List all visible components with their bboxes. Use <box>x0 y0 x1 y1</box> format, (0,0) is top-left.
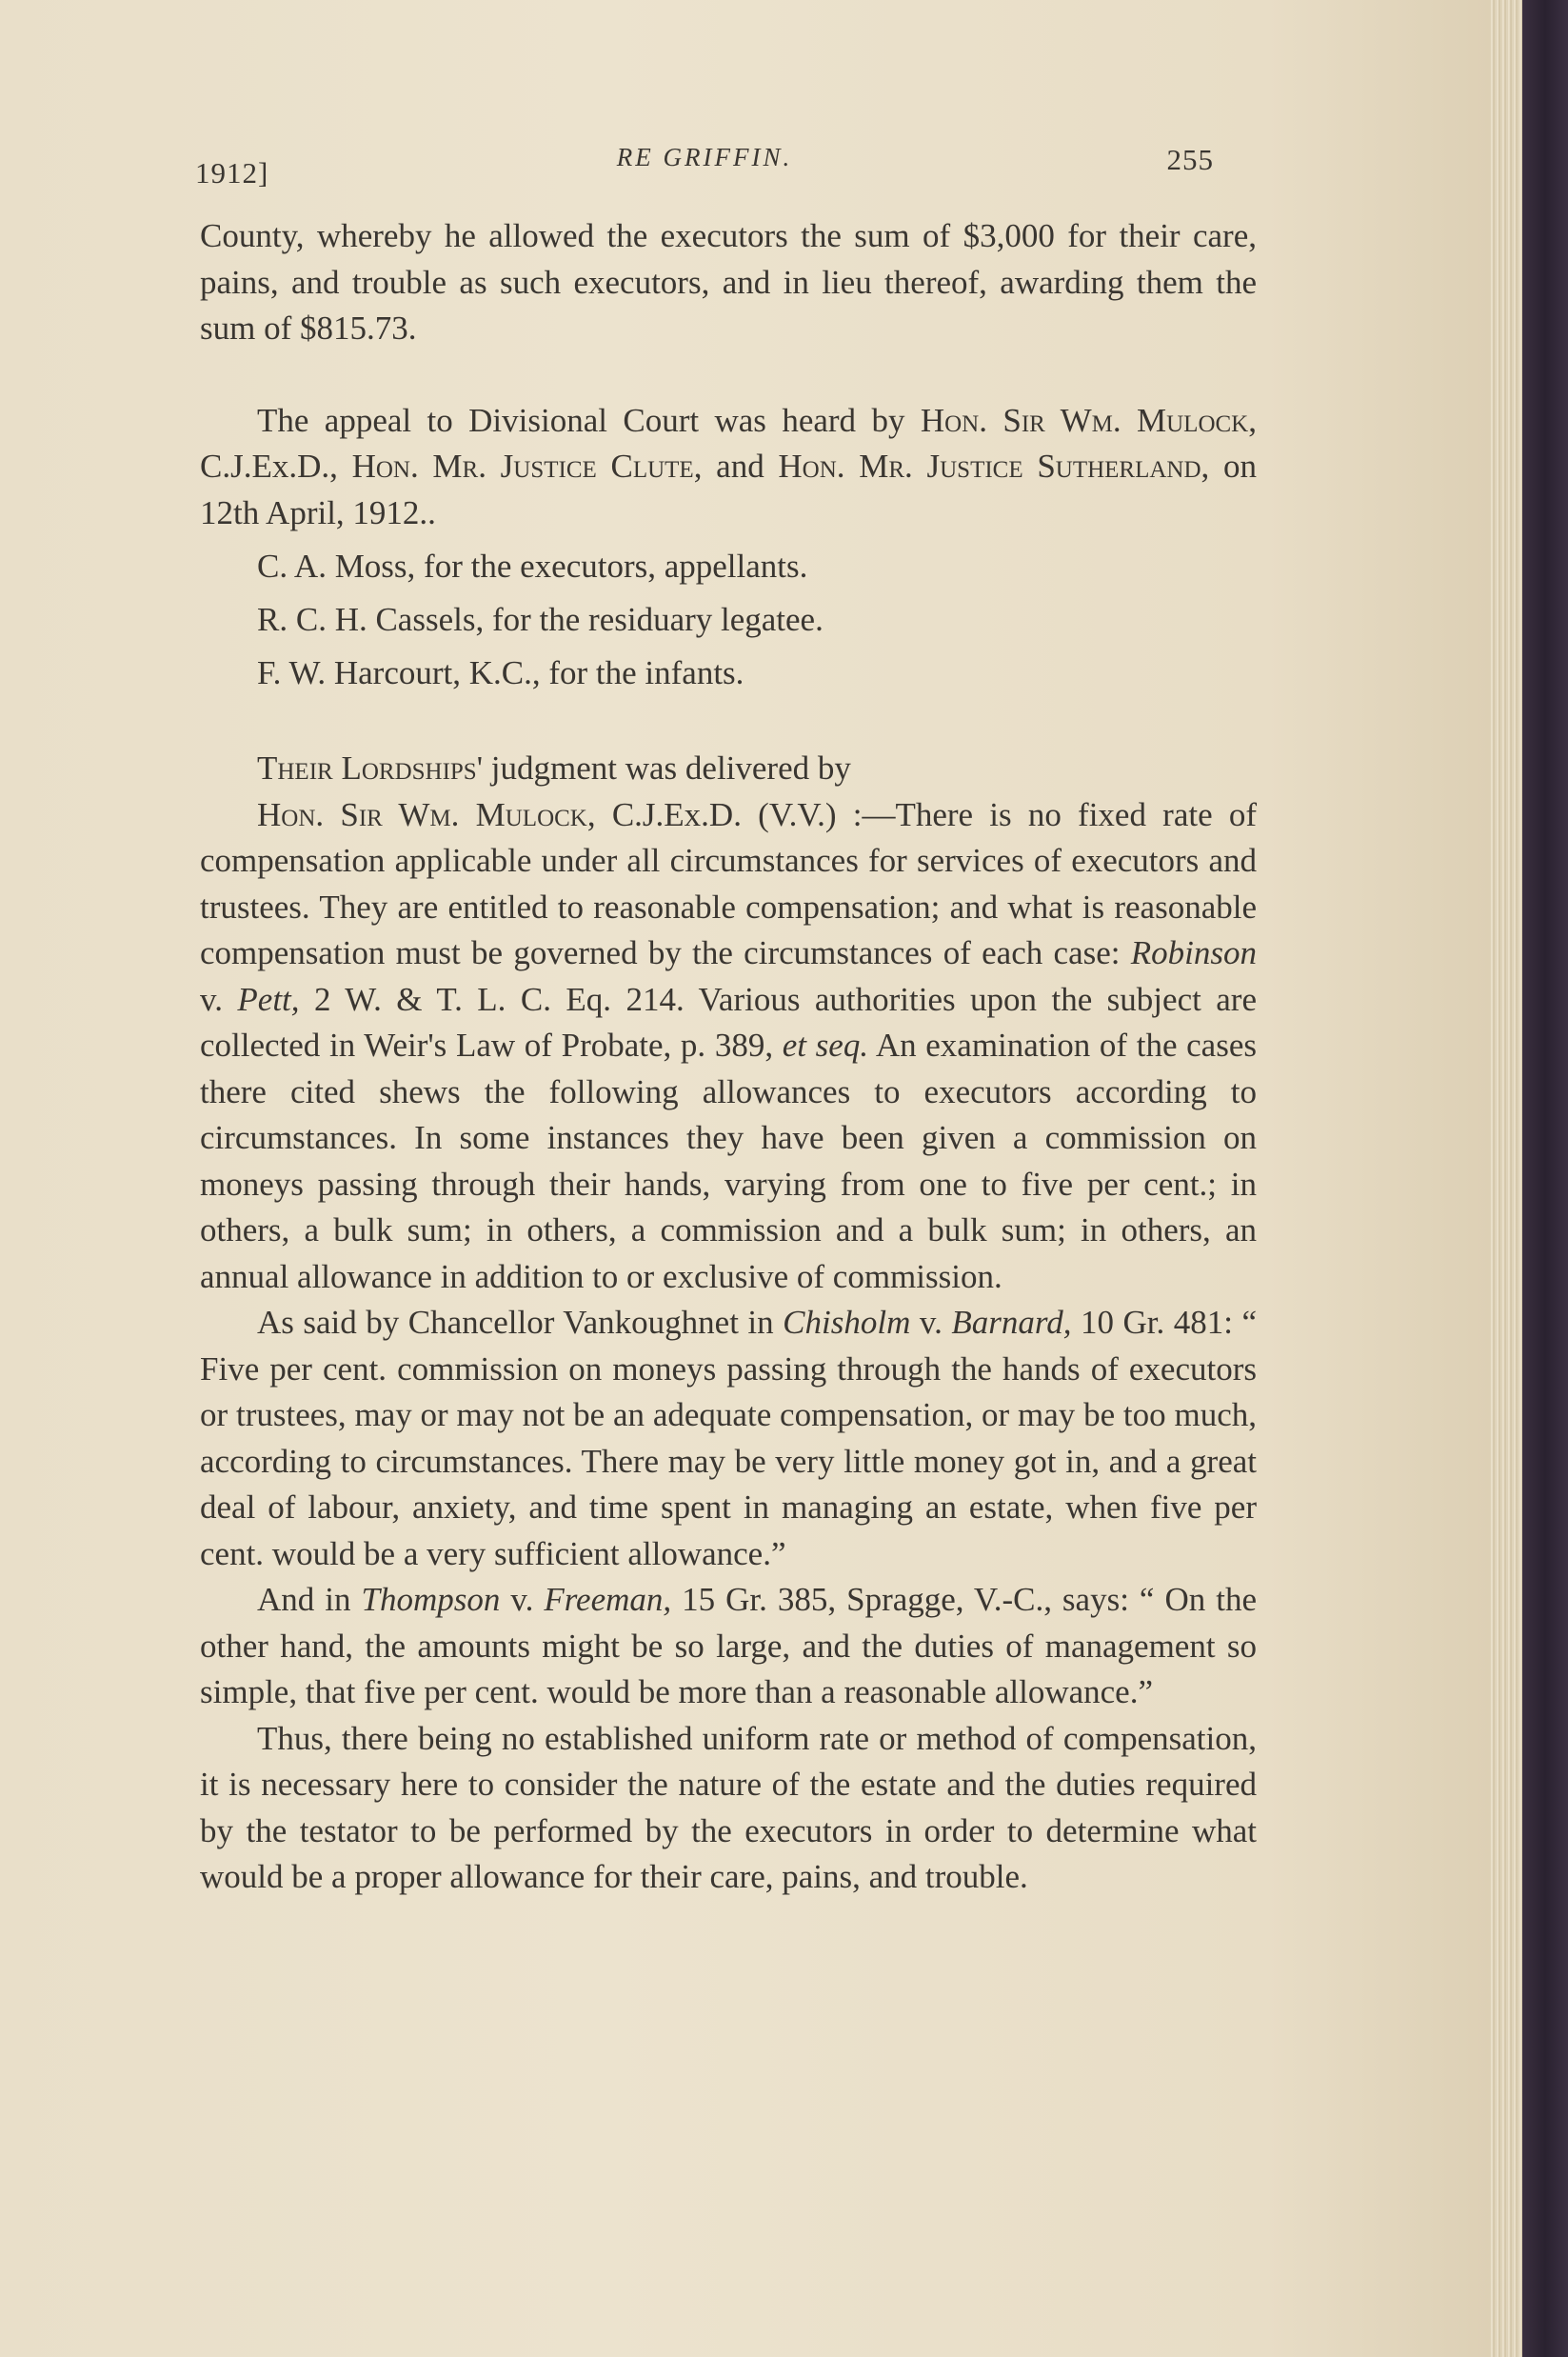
paragraph-text: 15 Gr. 385, Spragge, V.-C., says: “ On the other hand, the amounts might be so large, and the duties of management so simple, that five per cent. would be more than a reasonable allowance.” <box>200 1581 1257 1710</box>
hearing-text: , C.J.Ex.D., <box>200 401 1257 485</box>
paragraph-text: v. <box>500 1581 545 1618</box>
paragraph-text: 10 Gr. 481: “ Five per cent. commission on moneys passing through the hands of executors or trustees, may or may not be an adequate compensation, or may be too much, according to circumstances. There may be very little money got in, and a great deal of labour, anxiety, and time spent in managing an estate, when five per cent. would be a very sufficient allowance.” <box>200 1304 1257 1572</box>
judgment-intro <box>200 746 1257 792</box>
body-text <box>200 213 1257 1901</box>
judge-name: Hon. Mr. Justice Clute <box>351 448 694 485</box>
judgment-intro-text: ' judgment was delivered by <box>476 749 851 787</box>
judge-name: Hon. Mr. Justice Sutherland <box>778 448 1201 485</box>
judge-name: Hon. Sir Wm. Mulock <box>920 401 1249 439</box>
judge-name: Hon. Sir Wm. Mulock <box>257 795 587 833</box>
citation-latin: et seq. <box>782 1027 869 1064</box>
judgment-paragraph-3 <box>200 1577 1257 1716</box>
book-spine <box>1522 0 1568 2357</box>
case-name: Pett, <box>237 980 300 1018</box>
counsel-list <box>200 540 1257 700</box>
judgment-paragraph-4: Thus, there being no established uniform rate or method of compensation, it is necessary here to consider the nature of the estate and the duties required by the testator to be performed by the executors in order to determine what would be a proper allowance for their care, pains, and trouble. <box>200 1719 1257 1895</box>
running-header <box>195 143 1214 200</box>
page-edges <box>1490 0 1522 2357</box>
case-name: Chisholm <box>783 1304 911 1341</box>
opening-paragraph: County, whereby he allowed the executors the sum of $3,000 for their care, pains, and trouble as such executors, and in lieu thereof, awarding them the sum of $815.73. <box>200 217 1257 347</box>
counsel-line: R. C. H. Cassels, for the residuary legatee. <box>257 601 824 638</box>
paragraph-text: An examination of the cases there cited shews the following allowances to executors according to circumstances. In some instances they have been given a commission on moneys passing through their hands, varying from one to five per cent.; in others, a bulk sum; in others, a commission and a bulk sum; in others, an annual allowance in addition to or exclusive of commission. <box>200 1027 1257 1295</box>
case-name: Thompson <box>361 1581 501 1618</box>
page-number: 255 <box>1166 143 1214 176</box>
hearing-text: , on 12th April, 1912.. <box>200 448 1257 531</box>
paragraph-text: And in <box>257 1581 362 1618</box>
lordships-label: Their Lordships <box>257 749 477 787</box>
paragraph-text: v. <box>200 980 238 1018</box>
paragraph-text: , C.J.Ex.D. (V.V.) :—There is no fixed rate of compensation applicable under all circumstances for services of executors and trustees. They are entitled to reasonable compensation; and what is reasonable compensation must be governed by the circumstances of each case: <box>200 795 1257 971</box>
case-name: Freeman, <box>544 1581 672 1618</box>
judgment-paragraph-1 <box>200 792 1257 1301</box>
hearing-text: The appeal to Divisional Court was heard by <box>257 401 921 439</box>
hearing-text: , and <box>693 448 779 485</box>
header-title: RE GRIFFIN. <box>616 143 793 171</box>
paragraph-text: As said by Chancellor Vankoughnet in <box>257 1304 784 1341</box>
hearing-paragraph <box>200 398 1257 537</box>
counsel-line: F. W. Harcourt, K.C., for the infants. <box>257 654 744 691</box>
case-name: Robinson <box>1130 934 1257 971</box>
paragraph-text: v. <box>910 1304 952 1341</box>
header-year: 1912] <box>195 156 269 190</box>
case-name: Barnard, <box>951 1304 1072 1341</box>
judgment-paragraph-2 <box>200 1300 1257 1577</box>
paragraph-text: 2 W. & T. L. C. Eq. 214. Various authorities upon the subject are collected in Weir's Law of Probate, p. 389, <box>200 980 1257 1064</box>
counsel-line: C. A. Moss, for the executors, appellants. <box>257 548 808 585</box>
